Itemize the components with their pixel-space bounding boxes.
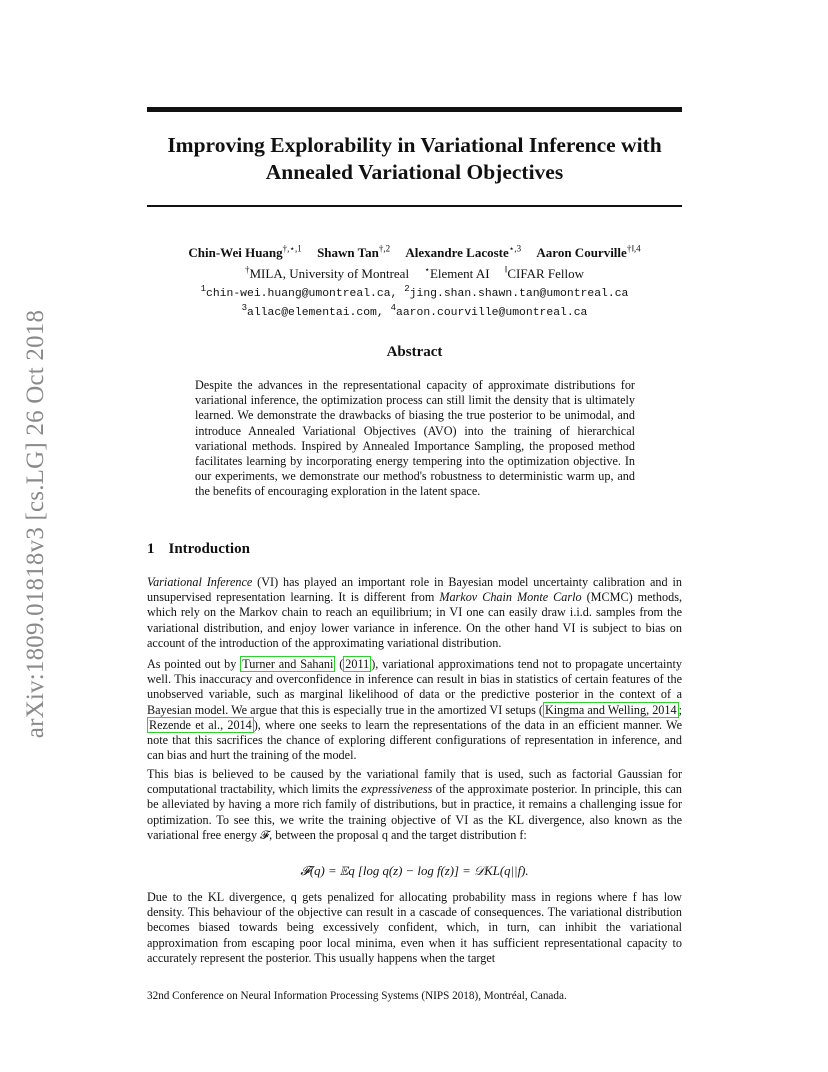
abstract-heading: Abstract (386, 344, 443, 360)
email[interactable]: aaron.courville@umontreal.ca (395, 307, 588, 320)
section-title: Introduction (168, 541, 250, 557)
affiliations (120, 261, 709, 281)
author: Aaron Courville$^{\dagger‖,4}$ (536, 244, 641, 261)
email[interactable]: jing.shan.shawn.tan@umontreal.ca (409, 287, 629, 300)
section-number: 1 (147, 541, 155, 557)
paragraph-4: Due to the KL divergence, q gets penalized for allocating probability mass in regions where f has low density. This behaviour of the objective can result in a cascade of consequences. The variational distribution becomes biased towards being excessively confident, which, in turn, can inhibit the variational approximation from escaping poor local minima, even when it has sufficient representational capacity to accurately represent the posterior. This usually happens when the target (147, 890, 682, 965)
author-names (120, 241, 709, 261)
affiliation: †MILA, University of Montreal (244, 264, 410, 281)
title-line-2: Annealed Variational Objectives (265, 160, 564, 184)
paragraph-3: This bias is believed to be caused by the variational family that is used, such as factorial Gaussian for computational tractability, which limits the expressiveness of the approximate posterior. In principle, this can be alleviated by having a more rich family of distributions, but in practice, it remains a challenging issue for optimization. To see this, we write the training objective of VI as the KL divergence, also known as the variational free energy 𝓕, between the proposal q and the target distribution f: (147, 767, 682, 842)
email[interactable]: chin-wei.huang@umontreal.ca, (206, 287, 398, 300)
author-block (120, 241, 709, 321)
author: Chin-Wei Huang$^{\dagger,⋆,1}$ (188, 244, 302, 261)
section-heading (147, 541, 250, 558)
paragraph-2: As pointed out by Turner and Sahani ( 2011 ), variational approximations tend not to propagate uncertainty well. This inaccuracy and overconfidence in inference can result in bias in statistics of certain features of the unobserved variable, such as marginal likelihood of data or the predictive posterior in the context of a Bayesian model. We argue that this is especially true in the amortized VI setups ( Kingma and Welling, 2014 ; Rezende et al., 2014 ), where one seeks to learn the representations of the data in an efficient manner. We note that this sacrifices the chance of exploring different configurations of representation in inference, and can bias and hurt the training of the model. (147, 657, 682, 763)
citation-link[interactable]: Kingma and Welling, 2014 (544, 702, 677, 717)
paper-title (120, 132, 709, 186)
affiliation: ⋆Element AI (424, 264, 490, 281)
author: Shawn Tan$^{\dagger,2}$ (317, 244, 391, 261)
arxiv-sidebar (22, 289, 50, 759)
email-line-2: $^3$allac@elementai.com, $^4$aaron.courville@umontreal.ca (241, 303, 588, 320)
citation-link[interactable]: Rezende et al., 2014 (149, 717, 252, 732)
email[interactable]: allac@elementai.com, (247, 307, 384, 320)
equation: 𝓕(q) = 𝔼q [log q(z) − log f(z)] = 𝒟KL(q||f). (300, 864, 529, 878)
arxiv-identifier: arXiv:1809.01818v3 [cs.LG] 26 Oct 2018 (22, 309, 49, 739)
citation-link[interactable]: Turner and Sahani (242, 657, 334, 671)
paragraph-1: Variational Inference (VI) has played an important role in Bayesian model uncertainty calibration and in unsupervised representation learning. It is different from Markov Chain Monte Carlo (MCMC) methods, which rely on the Markov chain to reach an equilibrium; in VI one can easily draw i.i.d. samples from the variational distribution, and enjoy lower variance in inference. On the other hand VI is subject to bias on account of the introduction of the approximating variational distribution. (147, 575, 682, 650)
email-line-1: $^1$chin-wei.huang@umontreal.ca, $^2$jing.shan.shawn.tan@umontreal.ca (200, 283, 629, 300)
conference-footnote: 32nd Conference on Neural Information Processing Systems (NIPS 2018), Montréal, Canada. (147, 990, 567, 1002)
abstract-text: Despite the advances in the representational capacity of approximate distributions for variational inference, the optimization process can still limit the density that is ultimately learned. We demonstrate the drawbacks of biasing the true posterior to be unimodal, and introduce Annealed Variational Objectives (AVO) into the training of hierarchical variational methods. Inspired by Annealed Importance Sampling, the proposed method facilitates learning by incorporating energy tempering into the optimization objective. In our experiments, we demonstrate our method's robustness to deterministic warm up, and the benefits of encouraging exploration in the latent space. (195, 378, 635, 499)
title-bottom-rule (147, 205, 682, 207)
citation-link[interactable]: 2011 (345, 657, 370, 671)
title-line-1: Improving Explorability in Variational Inference with (167, 133, 662, 157)
affiliation: ‖CIFAR Fellow (504, 264, 585, 281)
title-top-rule (147, 107, 682, 112)
author: Alexandre Lacoste$^{⋆,3}$ (405, 244, 522, 261)
